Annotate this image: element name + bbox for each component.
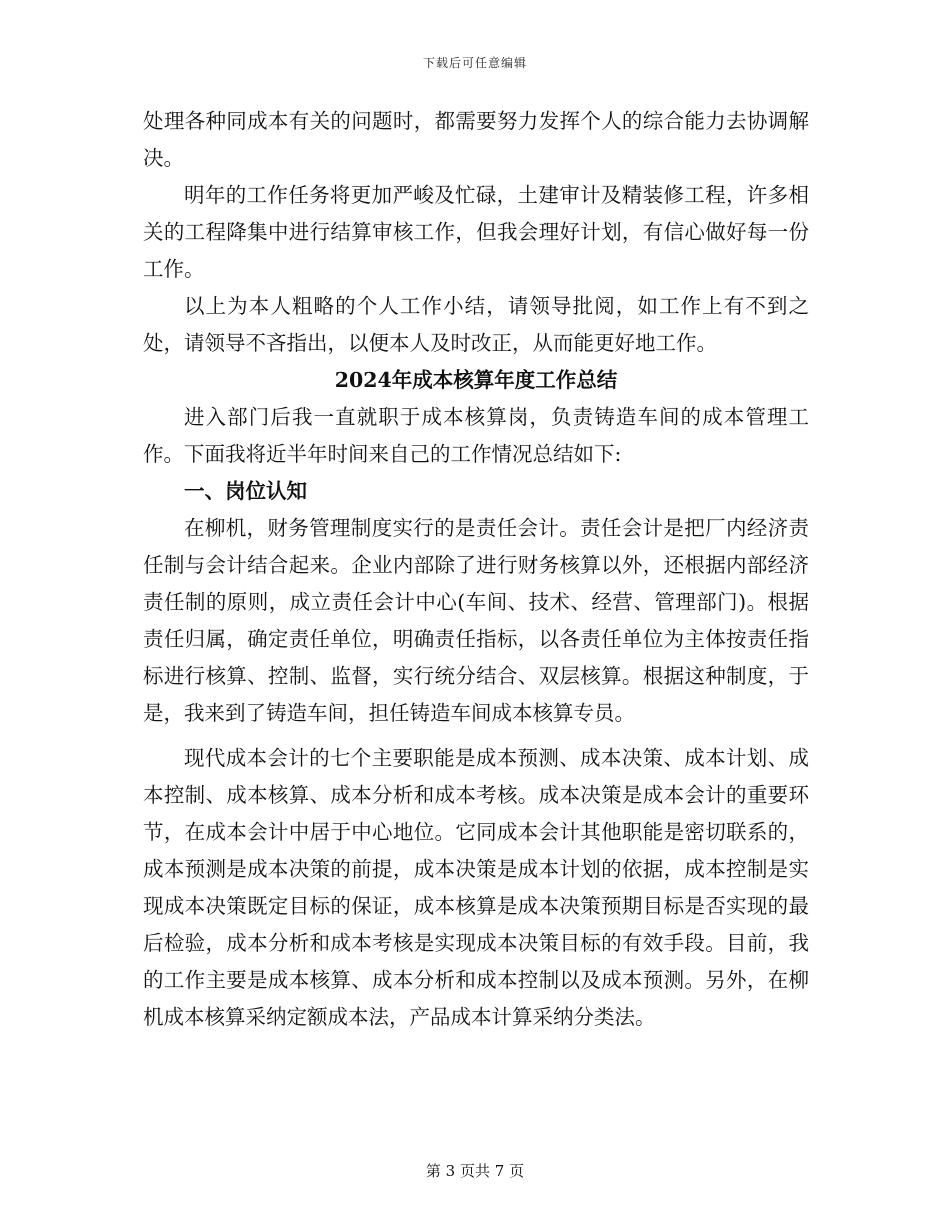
paragraph-intro: 进入部门后我一直就职于成本核算岗，负责铸造车间的成本管理工作。下面我将近半年时间来自己的工作情况总结如下: — [143, 405, 809, 466]
page-header: 下载后可任意编辑 — [422, 56, 527, 70]
document-title: 2024年成本核算年度工作总结 — [334, 368, 618, 392]
paragraph-responsibility-accounting: 在柳机，财务管理制度实行的是责任会计。责任会计是把厂内经济责任制与会计结合起来。企业内部除了进行财务核算以外，还根据内部经济责任制的原则，成立责任会计中心(车间、技术、经营、管理部门)。根据责任归属，确定责任单位，明确责任指标，以各责任单位为主体按责任指标进行核算、控制、监督，实行统分结合、双层核算。根据这种制度，于是，我来到了铸造车间，担任铸造车间成本核算专员。 — [143, 516, 809, 725]
paragraph-continued: 处理各种同成本有关的问题时，都需要努力发挥个人的综合能力去协调解决。 — [143, 109, 809, 170]
paragraph-closing: 以上为本人粗略的个人工作小结，请领导批阅，如工作上有不到之处，请领导不吝指出，以便本人及时改正，从而能更好地工作。 — [143, 294, 809, 355]
paragraph-next-year: 明年的工作任务将更加严峻及忙碌，土建审计及精装修工程，许多相关的工程降集中进行结算审核工作，但我会理好计划，有信心做好每一份工作。 — [143, 183, 809, 281]
document-body — [143, 103, 809, 1036]
paragraph-gap — [143, 732, 809, 740]
section-heading: 一、岗位认知 — [184, 479, 307, 503]
paragraph-cost-functions: 现代成本会计的七个主要职能是成本预测、成本决策、成本计划、成本控制、成本核算、成本分析和成本考核。成本决策是成本会计的重要环节，在成本会计中居于中心地位。它同成本会计其他职能是密切联系的，成本预测是成本决策的前提，成本决策是成本计划的依据，成本控制是实现成本决策既定目标的保证，成本核算是成本决策预期目标是否实现的最后检验，成本分析和成本考核是实现成本决策目标的有效手段。目前，我的工作主要是成本核算、成本分析和成本控制以及成本预测。另外，在柳机成本核算采纳定额成本法，产品成本计算采纳分类法。 — [143, 746, 809, 1029]
page-footer: 第 3 页共 7 页 — [425, 1162, 525, 1180]
